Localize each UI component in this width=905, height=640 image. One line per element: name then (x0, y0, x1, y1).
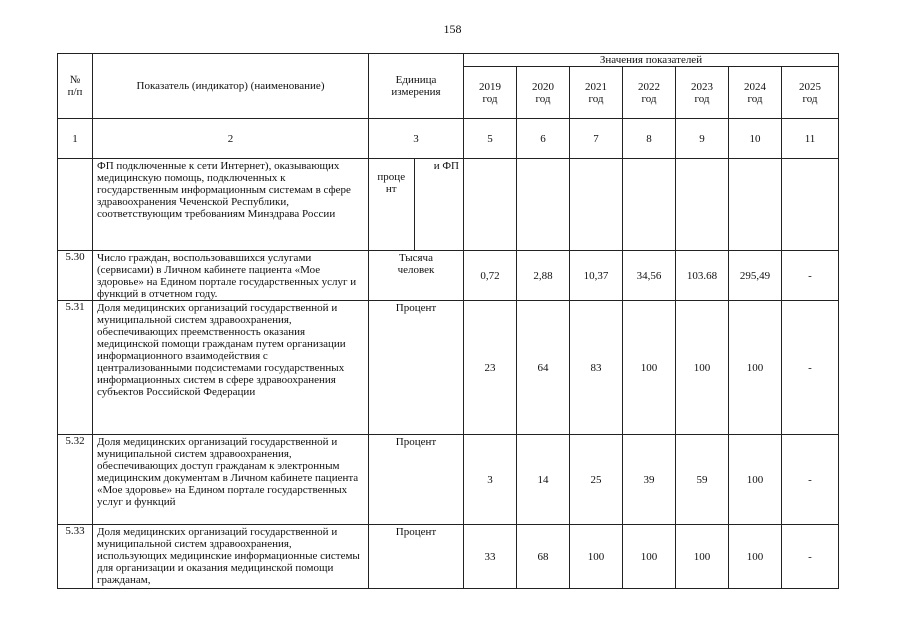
row-value (676, 159, 729, 251)
header-unit-label: Единица измерения (391, 74, 441, 98)
row-number (58, 159, 93, 251)
table-row (58, 435, 839, 525)
row-value: - (782, 525, 839, 589)
table-row (58, 251, 839, 301)
column-number: 3 (369, 119, 464, 159)
header-indicator (93, 54, 369, 119)
row-unit: проце нт (369, 159, 415, 250)
row-value: 100 (676, 525, 729, 589)
page-number: 158 (443, 22, 462, 36)
header-unit (369, 54, 464, 119)
row-value: 0,72 (464, 251, 517, 301)
row-value (464, 159, 517, 251)
row-indicator: ФП подключенные к сети Интернет), оказывающих медицинскую помощь, подключенных к государственным информационным системам в сфере здравоохранения Чеченской Республики, соответствующим требованиям Минздрава России (93, 159, 369, 251)
row-value: 33 (464, 525, 517, 589)
row-value: 64 (517, 301, 570, 435)
header-values-group-label: Значения показателей (599, 54, 703, 66)
row-number: 5.30 (58, 251, 93, 301)
row-value: - (782, 301, 839, 435)
row-number: 5.31 (58, 301, 93, 435)
table-row (58, 301, 839, 435)
header-year: 2025 год (782, 67, 839, 119)
column-number: 11 (782, 119, 839, 159)
row-value: 100 (623, 301, 676, 435)
row-unit-split (369, 159, 464, 251)
column-number: 1 (58, 119, 93, 159)
row-value: 25 (570, 435, 623, 525)
column-number-row (58, 119, 839, 159)
indicators-table (57, 53, 839, 589)
header-number-label: № п/п (67, 74, 83, 98)
row-indicator: Число граждан, воспользовавшихся услугами (сервисами) в Личном кабинете пациента «Мое здоровье» на Едином портале государственных услуг и функций в отчетном году. (93, 251, 369, 301)
row-value: - (782, 435, 839, 525)
row-value: 83 (570, 301, 623, 435)
row-indicator: Доля медицинских организаций государственной и муниципальной систем здравоохранения, обеспечивающих доступ гражданам к электронным медицинским документам в Личном кабинете пациента «Мое здоровье» на Едином портале государственных услуг и функций (93, 435, 369, 525)
row-value: 2,88 (517, 251, 570, 301)
row-value: 14 (517, 435, 570, 525)
row-value: 23 (464, 301, 517, 435)
table-row (58, 159, 839, 251)
header-year: 2022 год (623, 67, 676, 119)
row-indicator: Доля медицинских организаций государственной и муниципальной систем здравоохранения, использующих медицинские информационные системы для организации и оказания медицинской помощи гражданам, (93, 525, 369, 589)
header-year: 2020 год (517, 67, 570, 119)
row-unit: Процент (369, 301, 464, 435)
header-number (58, 54, 93, 119)
header-year: 2024 год (729, 67, 782, 119)
row-value (729, 159, 782, 251)
row-number: 5.32 (58, 435, 93, 525)
row-value (623, 159, 676, 251)
row-value: 100 (729, 525, 782, 589)
header-indicator-label: Показатель (индикатор) (наименование) (136, 80, 325, 92)
row-unit: Тысяча человек (369, 251, 464, 301)
row-value: 59 (676, 435, 729, 525)
row-value (782, 159, 839, 251)
row-unit: Процент (369, 435, 464, 525)
row-value: 34,56 (623, 251, 676, 301)
header-year: 2019 год (464, 67, 517, 119)
header-year: 2023 год (676, 67, 729, 119)
row-number: 5.33 (58, 525, 93, 589)
column-number: 9 (676, 119, 729, 159)
row-value: 100 (570, 525, 623, 589)
row-value: 100 (729, 301, 782, 435)
row-value: - (782, 251, 839, 301)
row-value: 68 (517, 525, 570, 589)
row-value: 3 (464, 435, 517, 525)
column-number: 6 (517, 119, 570, 159)
row-value: 100 (623, 525, 676, 589)
row-value (517, 159, 570, 251)
column-number: 8 (623, 119, 676, 159)
row-unit: Процент (369, 525, 464, 589)
row-value: 103.68 (676, 251, 729, 301)
row-value: 295,49 (729, 251, 782, 301)
header-values-group (464, 54, 839, 67)
row-indicator: Доля медицинских организаций государственной и муниципальной систем здравоохранения, обеспечивающих преемственность оказания медицинской помощи гражданам путем организации информационного взаимодействия с централизованными подсистемами государственных информационных систем в сфере здравоохранения субъектов Российской Федерации (93, 301, 369, 435)
row-value (570, 159, 623, 251)
column-number: 10 (729, 119, 782, 159)
header-year: 2021 год (570, 67, 623, 119)
row-value: 39 (623, 435, 676, 525)
row-value: 10,37 (570, 251, 623, 301)
row-unit-extra: и ФП (433, 160, 459, 172)
column-number: 2 (93, 119, 369, 159)
table-row (58, 525, 839, 589)
column-number: 7 (570, 119, 623, 159)
row-value: 100 (676, 301, 729, 435)
column-number: 5 (464, 119, 517, 159)
row-value: 100 (729, 435, 782, 525)
